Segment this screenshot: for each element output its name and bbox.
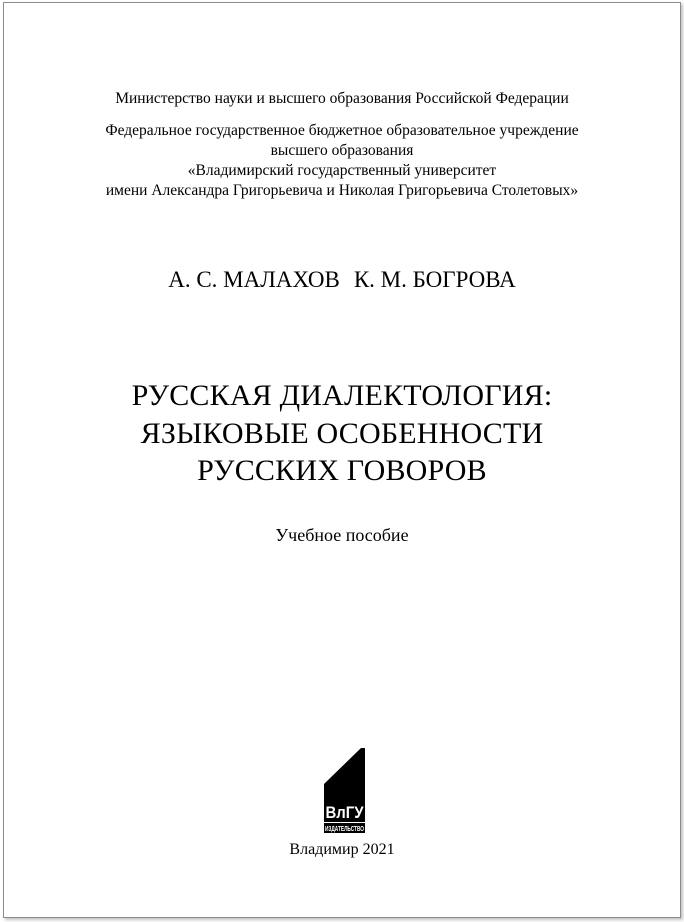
- imprint: Владимир 2021: [289, 841, 395, 858]
- publisher-logo: [321, 746, 367, 840]
- institution-line-3: «Владимирский государственный университет: [187, 162, 497, 179]
- logo-sub-text: ИЗДАТЕЛЬСТВО: [325, 826, 365, 833]
- institution-line-4: имени Александра Григорьевича и Николая Григорьевича Столетовых»: [105, 182, 579, 199]
- subtitle: Учебное пособие: [275, 525, 409, 545]
- logo-main-text: ВлГУ: [325, 803, 364, 822]
- title-line-3: РУССКИХ ГОВОРОВ: [197, 454, 487, 487]
- title-line-1: РУССКАЯ ДИАЛЕКТОЛОГИЯ:: [131, 379, 553, 412]
- ministry-line: Министерство науки и высшего образования Российской Федерации: [115, 90, 569, 107]
- authors: [0, 266, 684, 294]
- author-2: К. М. БОГРОВА: [353, 267, 516, 292]
- author-1: А. С. МАЛАХОВ: [168, 267, 340, 292]
- institution-line-1: Федеральное государственное бюджетное образовательное учреждение: [105, 122, 579, 139]
- institution-line-2: высшего образования: [270, 142, 414, 159]
- title-line-2: ЯЗЫКОВЫЕ ОСОБЕННОСТИ: [140, 417, 544, 450]
